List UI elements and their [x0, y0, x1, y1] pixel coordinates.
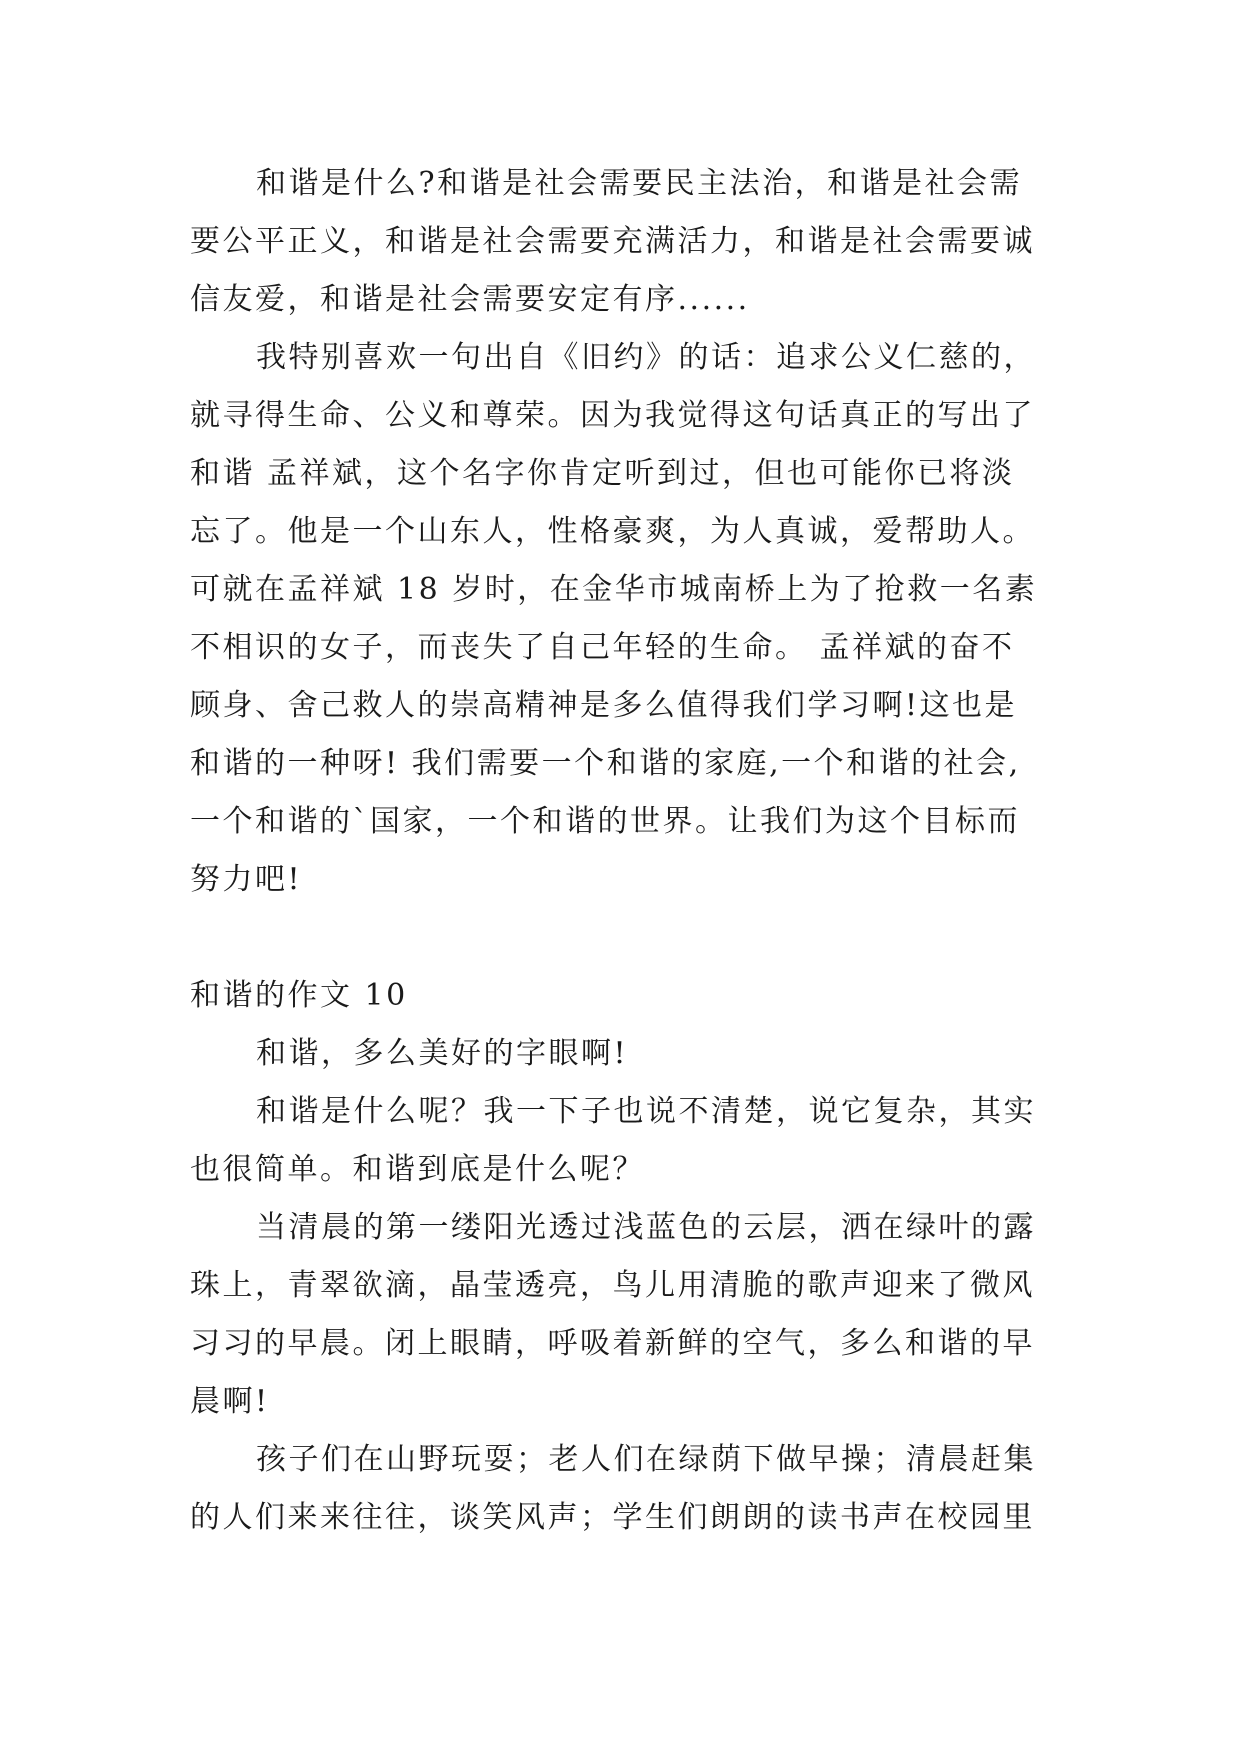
- text-line: 要公平正义，和谐是社会需要充满活力，和谐是社会需要诚: [190, 224, 1035, 259]
- text-line: 一个和谐的`国家，一个和谐的世界。让我们为这个目标而: [190, 804, 1020, 839]
- text-line: 的人们来来往往，谈笑风声；学生们朗朗的读书声在校园里: [190, 1500, 1035, 1535]
- text-line: 可就在孟祥斌 18 岁时，在金华市城南桥上为了抢救一名素: [190, 572, 1038, 607]
- text-line: 不相识的女子，而丧失了自己年轻的生命。 孟祥斌的奋不: [190, 630, 1015, 665]
- text-line: 孩子们在山野玩耍；老人们在绿荫下做早操；清晨赶集: [256, 1442, 1036, 1477]
- text-line: 信友爱，和谐是社会需要安定有序......: [190, 282, 750, 317]
- text-line: 珠上，青翠欲滴，晶莹透亮，鸟儿用清脆的歌声迎来了微风: [190, 1268, 1035, 1303]
- section-heading: 和谐的作文 10: [190, 978, 408, 1013]
- text-line: 和谐是什么?和谐是社会需要民主法治，和谐是社会需: [256, 166, 1023, 201]
- text-line: 也很简单。和谐到底是什么呢？: [190, 1152, 645, 1187]
- text-line: 就寻得生命、公义和尊荣。因为我觉得这句话真正的写出了: [190, 398, 1035, 433]
- text-line: 和谐是什么呢？我一下子也说不清楚，说它复杂，其实: [256, 1094, 1036, 1129]
- text-line: 努力吧!: [190, 862, 303, 897]
- text-line: 忘了。他是一个山东人，性格豪爽，为人真诚，爱帮助人。: [190, 514, 1035, 549]
- section-spacer: [190, 909, 1050, 967]
- text-line: 习习的早晨。闭上眼睛，呼吸着新鲜的空气，多么和谐的早: [190, 1326, 1035, 1361]
- text-line: 和谐，多么美好的字眼啊!: [256, 1036, 629, 1071]
- text-line: 和谐 孟祥斌，这个名字你肯定听到过，但也可能你已将淡: [190, 456, 1015, 491]
- text-line: 我特别喜欢一句出自《旧约》的话：追求公义仁慈的，: [256, 340, 1036, 375]
- text-line: 和谐的一种呀! 我们需要一个和谐的家庭,一个和谐的社会,: [190, 746, 1021, 781]
- document-body: [190, 155, 1050, 1547]
- text-line: 顾身、舍己救人的崇高精神是多么值得我们学习啊!这也是: [190, 688, 1018, 723]
- text-line: 当清晨的第一缕阳光透过浅蓝色的云层，洒在绿叶的露: [256, 1210, 1036, 1245]
- text-line: 晨啊!: [190, 1384, 270, 1419]
